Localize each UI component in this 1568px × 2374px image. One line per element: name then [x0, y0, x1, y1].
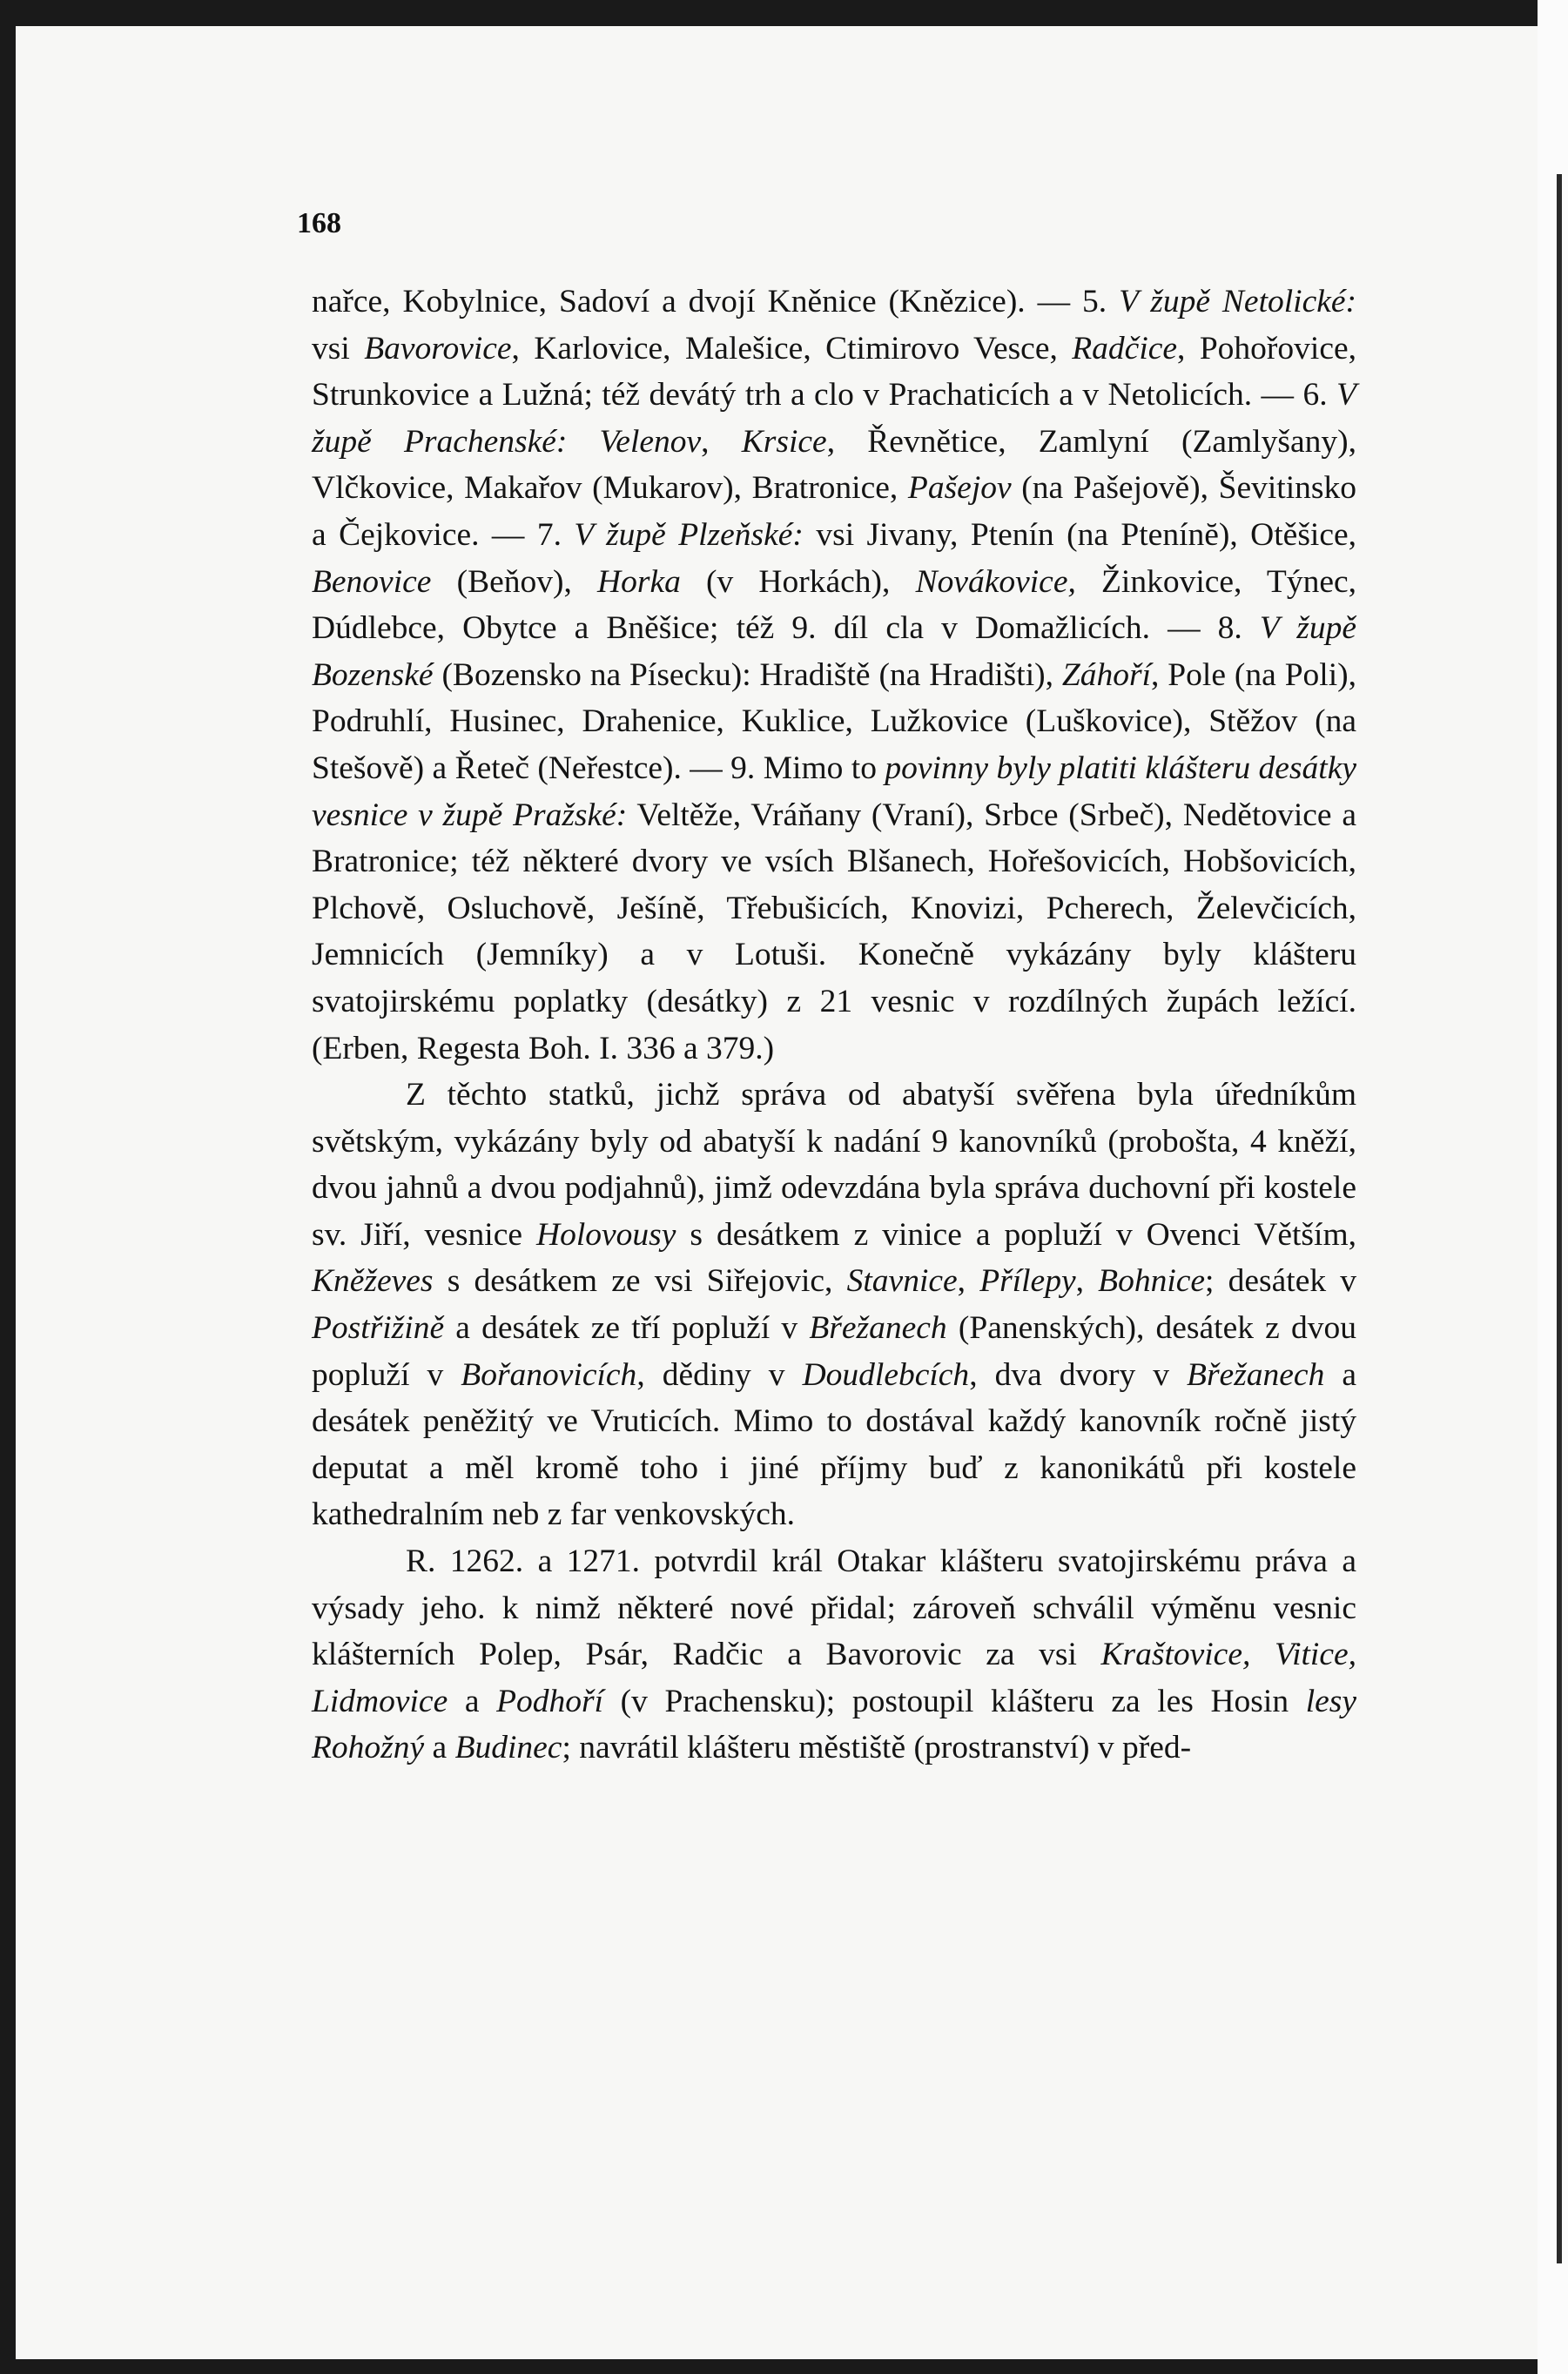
italic-text: Přílepy — [979, 1263, 1076, 1300]
text-run: , Karlovice, Malešice, Ctimirovo Vesce, — [511, 330, 1073, 367]
italic-text: Krsice — [741, 423, 827, 460]
italic-text: Bořanovicích — [461, 1356, 637, 1393]
italic-text: Postřižině — [312, 1310, 445, 1347]
italic-text: Lidmovice — [312, 1683, 448, 1719]
text-run: (na Pašejově), Ševitinsko a Čejkovice. — 7. — [312, 470, 1356, 553]
text-run: a desátek ze tří popluží v — [444, 1310, 810, 1347]
page-number: 168 — [297, 207, 341, 239]
italic-text: V župě Bozenské — [312, 610, 1357, 693]
text-run: a — [448, 1683, 497, 1719]
italic-text: Kněževes — [312, 1263, 434, 1300]
italic-text: Záhoří — [1061, 656, 1152, 693]
body-text — [312, 279, 1356, 1772]
text-run: ; navrátil klášteru městiště (prostranství) v před- — [562, 1730, 1192, 1766]
italic-text: V župě Prachenské: Velenov — [312, 377, 1356, 460]
italic-text: Bohnice — [1098, 1263, 1206, 1300]
paragraph — [312, 1538, 1356, 1772]
text-run: (Bozensko na Písecku): Hradiště (na Hradišti), — [433, 656, 1062, 693]
italic-text: Novákovice, — [915, 563, 1076, 600]
text-run: , — [957, 1263, 980, 1300]
text-run: , — [1075, 1263, 1099, 1300]
text-run: (Beňov), — [431, 563, 598, 600]
text-run: , dědiny v — [636, 1356, 803, 1393]
text-run: R. 1262. a 1271. potvrdil král Otakar klášteru svatojirskému práva a výsady jeho. k nimž některé nové přidal; zároveň schválil výměnu vesnic klášterních Polep, Psár, Radčic a Bavorovic za vsi — [312, 1543, 1356, 1673]
italic-text: Stavnice — [846, 1263, 958, 1300]
italic-text: Benovice — [312, 563, 432, 600]
italic-text: Budinec — [454, 1730, 562, 1766]
italic-text: Břežanech — [809, 1310, 947, 1347]
text-run: , dva dvory v — [969, 1356, 1188, 1393]
text-run: (v Prachensku); postoupil klášteru za les Hosin — [603, 1683, 1306, 1719]
text-run: ; desátek v — [1205, 1263, 1357, 1300]
italic-text: V župě Plzeňské: — [574, 516, 804, 553]
text-run: nařce, Kobylnice, Sadoví a dvojí Kněnice (Knězice). — 5. — [312, 284, 1120, 319]
text-run: s desátkem ze vsi Siřejovic, — [433, 1263, 847, 1300]
text-run: (v Horkách), — [680, 563, 916, 600]
text-run: Veltěže, Vráňany (Vraní), Srbce (Srbeč), Nedětovice a Bratronice; též některé dvory ve vsích Blšanech, Hořešovicích, Hobšovicích, Plchově, Osluchově, Ješíně, Třebušicích, Knovizi, Pcherech, Želevčicích, Jemnicích (Jemníky) a v Lotuši. Konečně vykázány byly klášteru svatojirskému poplatky (desátky) z 21 vesnic v rozdílných župách ležící. (Erben, Regesta Boh. I. 336 a 379.) — [312, 797, 1356, 1066]
text-run: a desátek peněžitý ve Vruticích. Mimo to dostával každý kanovník ročně jistý deputat a měl kromě toho i jiné příjmy buď z kanonikátů při kostele kathedralním neb z far venkovských. — [312, 1356, 1356, 1533]
italic-text: Kraštovice, — [1100, 1637, 1251, 1673]
italic-text: Radčice — [1072, 330, 1178, 367]
text-run: vsi — [312, 330, 365, 367]
text-run — [1250, 1637, 1275, 1672]
italic-text: Pašejov — [907, 470, 1012, 507]
text-run: (Panenských), desátek z dvou popluží v — [312, 1310, 1356, 1393]
italic-text: Břežanech — [1187, 1356, 1325, 1393]
scan-right-edge — [1538, 0, 1568, 2374]
text-run: vsi Jivany, Ptenín (na Ptenínĕ), Otěšice, — [803, 516, 1356, 553]
text-run: , Řevnětice, Zamlyní (Zamlyšany), Vlčkovice, Makařov (Mukarov), Bratronice, — [312, 423, 1357, 507]
italic-text: Doudlebcích — [802, 1356, 970, 1393]
italic-text: Holovousy — [536, 1216, 676, 1253]
paragraph — [312, 279, 1356, 1072]
italic-text: Horka — [597, 563, 681, 600]
italic-text: lesy Rohožný — [312, 1683, 1356, 1766]
text-run: Žinkovice, Týnec, Dúdlebce, Obytce a Bněšice; též 9. díl cla v Domažlicích. — 8. — [312, 563, 1356, 647]
book-page — [16, 26, 1538, 2359]
paragraph — [312, 1072, 1356, 1538]
scan-edge-bar — [1557, 174, 1562, 2263]
text-run: s desátkem z vinice a popluží v Ovenci Větším, — [676, 1216, 1356, 1253]
text-run: a — [424, 1730, 455, 1766]
italic-text: povinny byly platiti klášteru desátky vesnice v župě Pražské: — [312, 750, 1356, 833]
text-run: , — [701, 423, 742, 460]
italic-text: Podhoří — [496, 1683, 603, 1719]
text-run: Z těchto statků, jichž správa od abatyší svěřena byla úředníkům světským, vykázány byly od abatyší k nadání 9 kanovníků (probošta, 4 kněží, dvou jahnů a dvou podjahnů), jimž odevzdána byla správa duchovní při kostele sv. Jiří, vesnice — [312, 1077, 1356, 1253]
text-run: , Pohořovice, Strunkovice a Lužná; též devátý trh a clo v Prachaticích a v Netolicích. — 6. — [312, 330, 1356, 414]
italic-text: Bavorovice — [364, 330, 512, 367]
text-run: , Pole (na Poli), Podruhlí, Husinec, Drahenice, Kuklice, Lužkovice (Luškovice), Stěžov (na Stešově) a Řeteč (Neřestce). — 9. Mimo to — [312, 656, 1356, 786]
italic-text: Vitice, — [1274, 1637, 1356, 1673]
italic-text: V župě Netolické: — [1119, 284, 1356, 319]
